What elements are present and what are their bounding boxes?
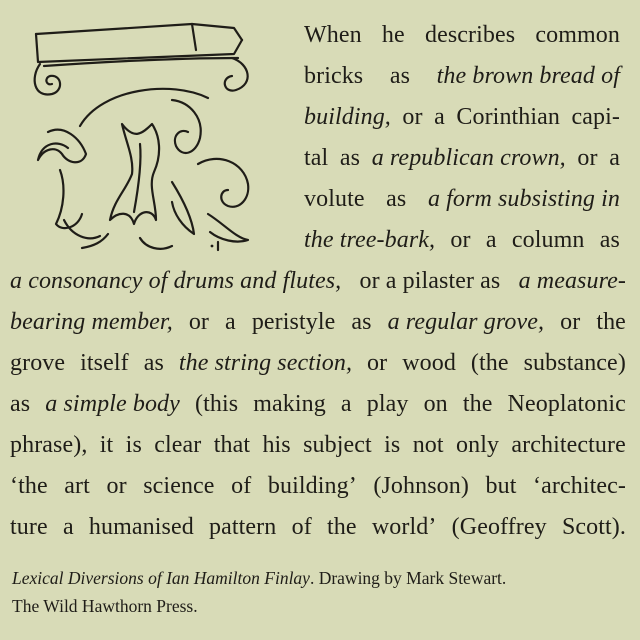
base-strokes <box>82 234 218 250</box>
left-volute <box>35 64 60 95</box>
body-line-8: bearing member, or a peristyle as a regular grove, or the <box>10 309 626 335</box>
caption-book-title: Lexical Diversions of Ian Hamilton Finlay <box>12 568 310 588</box>
center-acanthus-vein <box>134 144 141 212</box>
body-line-6: the tree-bark, or a column as <box>304 227 620 253</box>
body-line-10: as a simple body (this making a play on the Neoplatonic <box>10 391 626 417</box>
abacus-top <box>36 24 242 40</box>
caption-line-1 <box>12 567 506 589</box>
corinthian-capital-drawing <box>22 14 282 262</box>
body-line-11: phrase), it is clear that his subject is not only architecture <box>10 432 626 458</box>
left-leaf-lower <box>64 220 100 238</box>
right-leaf <box>198 159 248 207</box>
right-leaf-lower <box>172 182 248 242</box>
body-line-1: When he describes common <box>304 22 620 48</box>
abacus-underside <box>44 58 238 66</box>
body-line-2: bricks as the brown bread of <box>304 63 620 89</box>
body-line-12: ‘the art or science of building’ (Johnson) but ‘architec- <box>10 473 626 499</box>
body-line-9: grove itself as the string section, or wood (the substance) <box>10 350 626 376</box>
left-leaf <box>38 130 86 228</box>
body-line-13: ture a humanised pattern of the world’ (Geoffrey Scott). <box>10 514 626 540</box>
abacus-front <box>36 24 242 62</box>
caption-credit: . Drawing by Mark Stewart. <box>309 568 507 588</box>
right-volute <box>225 58 248 91</box>
upper-right-leaf <box>172 100 201 153</box>
body-line-7: a consonancy of drums and flutes, or a pilaster as a measure- <box>10 268 626 294</box>
ink-dot <box>211 245 214 248</box>
caption-publisher: The Wild Hawthorn Press. <box>12 596 198 616</box>
body-line-4: tal as a republican crown, or a <box>304 145 620 171</box>
body-line-3: building, or a Corinthian capi- <box>304 104 620 130</box>
body-line-5: volute as a form subsisting in <box>304 186 620 212</box>
